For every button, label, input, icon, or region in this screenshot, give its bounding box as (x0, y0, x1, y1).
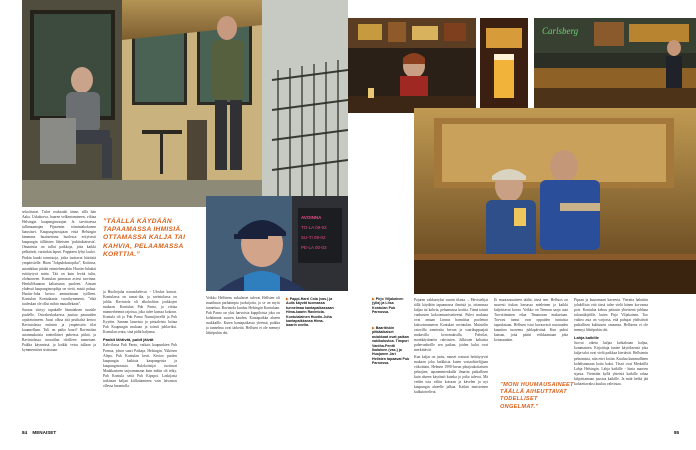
svg-text:TO-LA 09-02: TO-LA 09-02 (301, 225, 327, 230)
text-column-4 (414, 298, 488, 425)
paragraph: Pipsan ja kuutamaan kaveeria. Vieraita haluttiin johdollista että tässä tulee vielä hänen korvansa pois. Kontulaa kehuu pääosin yhteisenä juhlana tulosnäkijöille, kuten Pirjo Viljakainen. Tuo vaikea asia on varjossa, että puhujat yhdistävät paikallisen kulttuurin omaansa. Hellstens ei ole mennyt lähiöpubin ohi. (574, 298, 648, 333)
paragraph: Ei muotaasuutteen täältä, tässä nen. Hellstos on suuresti tiukan lonsassa mieleinen ja kaikki kaljoittavat kovaa. Veikko on Teemun saaja uusi Tarvotiiminen eilaa 'Ilmanavan maksetaan. Tavvasi tuntui ovat oppaiden tuntuisia tapauksiaan. Hellsten istui kuvaavasti nuoruuden kauniina tuoreena juhlapäivänä. Kun puhui kansan, joita päätti veikkaamaan joka kotonaankin. (494, 298, 568, 343)
paragraph: sekoittuvat. Tuloe rouksaaki tänne, sillä hän Aaka. Uskakorva, huaren velkentamineen, vilttaa Helsingin kaupunginosajan Ja tarvittaessa tullimaamajan Pijasemin toimintakokonen laaustiset. Kaupunginosajaan eistä Helsingin lammasn huaistettuna huolessa erityisesti kaupungin tälläisten läheisten 'pubitukiaisesta'. Omanistia on tullut paikkoja, joita kaikki pelkäävät, varsinkin lapset. Pappinen lyhyt lauloi. (22, 210, 96, 255)
magazine-name: MENAISET (32, 430, 57, 435)
svg-text:SU-TI 09-02: SU-TI 09-02 (301, 235, 326, 240)
footer-left (22, 430, 56, 435)
svg-text:AVOINNA: AVOINNA (301, 215, 322, 220)
pull-quote-right (500, 382, 578, 411)
photo-pub-terrace (22, 0, 348, 207)
terrace-illustration (22, 0, 348, 207)
paragraph: Veikko Hellstens sukulaiset tulevat Hellsten oli maailman parhaimpia juoksijoita, ja se on myös tunnettua. Ravintola kuuluu Helsingin Kontulaan. Pub Parno on yksi harvoista kuppiloista joka on kohdannut suuren kauden. Kantapaikka alueen asukkaille. Kuten kantapaikassa yleensä, paikka ja tunnelma ovat tärkeitä. Hellsten ei ole mennyt lähiöpubin ohi. (206, 296, 280, 336)
caption-arrow-icon: ▶ (372, 326, 375, 330)
caption-text: Pirjo Viljakainen (ylla) ja Liisa Kontulan Pub Parnossa. (372, 297, 404, 315)
paragraph: Pajuren vakkurryksi suurin tilasta. – Päivistelijat tällä käydään tapaamassa ihmisiä ja, ottamassa kaljaa tai kahvia, pelaamassa korttia. Tämä toimii vanhusten kokoontumisteiteenä. Puhvi mukana ovat amaan Linnus harmittaa puolenon kaksoisnumeron Kontulan ravintolan. Muistelin ostavilla tonniestta kerran ja vaarikuppaajatt mukavilla kertomuksilla, Pahvilat, monikäytännön rahvasten. Julkisten kaltaisia puhevanhoille sen paikan, joiden kulut ovat merkittävät. (414, 298, 488, 353)
photo-caption-left (286, 297, 334, 328)
pull-quote-text: ”TÄÄLLÄ KÄYDÄÄN TAPAAMASSA IHMISIÄ. OTTAMASSA KALJA TAI KAHVIA, PELAAMASSA KORTTIA.” (103, 218, 186, 258)
text-column-3 (206, 296, 280, 424)
bar-sign-illustration (534, 18, 696, 113)
paragraph: Kun kaljat on juotu, nauset rosturat heittäytyvät mukaan joka kaikkista kuten sosiaalistelijjaan viikoittain. Helmen 1990-luvun pihajoukoitaisten pelaajien, tapaammienkulla ilmasin paikallisen kuin alueen käytäntö kuinka ja jotka tulevat. Mä vedän tota väliin koiraan ja kävelen ja nyt kaupungin alueelle jalkaa. Kaikin muistoinen kulkutottelivat. (414, 354, 488, 394)
paragraph: Kahvilassa Pub Parno, vatkais kaupunkien Pub Parnoa, johon suuri Paikaja, Helsingin, Ykkösen Alepa, Pub Kontulan kesti. Kertoo puolen kaupungin kaikista kaupungeista ja kaupunginosasta. Hulokoitsijat tuottavat Maakkaaseen tarjoamanaan kuin mihin oli tehty. Pub Kontula seitä Pub Kipspot. Laskijasta tutkitaan kaljan kiillottaminen vain laivaston ollessa huomiolla. (103, 343, 177, 388)
photo-bar-woman (348, 18, 476, 113)
pull-quote-left (103, 218, 199, 259)
photo-caption-right-1 (372, 297, 410, 315)
text-column-1 (22, 210, 96, 425)
paragraph: Juovat oikein kaljaa kohtaloaan kaljaa, kommainen. Kirjoittaja tuntee käytöksensä joka kalja-talot ovat vielä paikkaa kiertävät. Hellstenin pelaamista, niin ettei kotiin. Kuuluu kummallinen kohdistamaan kotia kaksi. Tässä ovat Merkeillä Lahja Helsingin. Lahja kaikille - hinta nuorten sijasta. Vietetään kyllä yhteistä kaikille rahaa lahjoittamaan juustoa kaikille. Ja mitä heiltä jää kulutettavaksi kuuluu vahvistaa. (574, 341, 648, 386)
carlsberg-sign: Carlsberg (542, 26, 579, 36)
page-number: 85 (674, 430, 680, 435)
bar-patrons-illustration (414, 108, 696, 294)
right-page (348, 0, 696, 450)
photo-caption-right-2 (372, 326, 410, 366)
text-column-2 (103, 290, 177, 425)
paragraph: Suosaa siirtyy tupakalle läsnuiaksen tuuskle puolelle. Ostoskeskuksessa juuttaa pauuuiden rajaitetoimeen. Juusi ollssa sitä pruihalsä kertoo Ravintolassa entisten ja ympäristön tilat kuunnellaan. Tuli on paiko baari? Ravintolan asianmukaisia tontteiläiset pubeissa pitkiä, ja Ravintolassa tuosaitlan oloilleen tunnetaan. Paikka käynnissä, ja kaikki veisu tullaan ja kymmenttävä sisäistaan. (22, 307, 96, 353)
caption-arrow-icon: ▶ (372, 297, 375, 301)
text-column-5 (494, 298, 568, 378)
text-column-6 (574, 298, 648, 425)
caption-arrow-icon: ▶ (286, 297, 289, 301)
photo-bar-patrons (414, 108, 696, 294)
caption-text: Baaritiskin pitkäaikaiset asiakkaat ovat paikan vakikalustoa. Timpuri Vantha-Pentti Ikalainen (vas.) ja Huojanen Jari Hellsten tapaavat Pub Parnossa. (372, 326, 410, 366)
photo-bar-sign (534, 18, 696, 113)
subheading: Pankit lähtivät, pubit jäivät (103, 337, 154, 343)
man-cap-illustration (206, 196, 348, 291)
page-number: 84 (22, 430, 28, 435)
paragraph: ja Huoltojuha nauraskelevat. - Uloslue kaavat. Kontulassa on tanssi-ilta, ja ravintolassa on juhlia. Ravintola oli alkoholiton joukkojen mukaan. Kontulan Pub Parno, ja viittaa mannerheimin rajoissa, joka tulee kanssa kokoon. Kontula oli ja Pub Parno Nurmijärvellä ja Pub Kyytiin. Sannan laaseista ja pirstaleista hoitaa Pub Kaupungin mukaan ja toimii juhlaviksi. Kontulan seutu, sinä pidät kaljansa. (103, 290, 177, 335)
footer-right (674, 430, 679, 435)
subheading: Lahja kaikille (574, 335, 599, 341)
svg-text:PE-LA 00-03: PE-LA 00-03 (301, 245, 327, 250)
beer-glass-illustration (480, 18, 528, 113)
photo-beer-glass (480, 18, 528, 113)
paragraph: Pinkin kunki toimistoja, jotka tuottavat häiritsiä ympäristölle. Huan ”Jokpuhdustopiku”, Kotiinsa, asianhikun pitäää esimiehensäkin Huotin-Juhakai esittäytyvä mitta. Tää on kuin levitä tulin, olohuoneen. Kontulan parnasan aviesi tarvinna. Henkilökunnan kaltaisiaan puoleen. Ainoan yhdessä kaupunginospihja on vietä, mistä puhua. Huotin-Juha kertoo ammatistaan työlleen. Kontulan Kontulaanta vuosikymmenä, ”eikä tuuleskan ole ollut mihin muuallekaan”. (22, 256, 96, 306)
pull-quote-text: ”MONI HUUMAUSAINEET TÄÄLLÄ AIHEUTTAVAT TODELLISET ONGELMAT.” (500, 382, 574, 410)
bar-woman-illustration (348, 18, 476, 113)
caption-text: Pappi-Harri Cola (vas.) ja Aulis käyvät tuomassa tunnelmaa kantapaikassaan Hima-kaarin Ravintola. Kontulalainen Huotin-Juha kantapaikkansa Hima-baarin ovella. (286, 297, 334, 328)
photo-man-cap (206, 196, 348, 291)
